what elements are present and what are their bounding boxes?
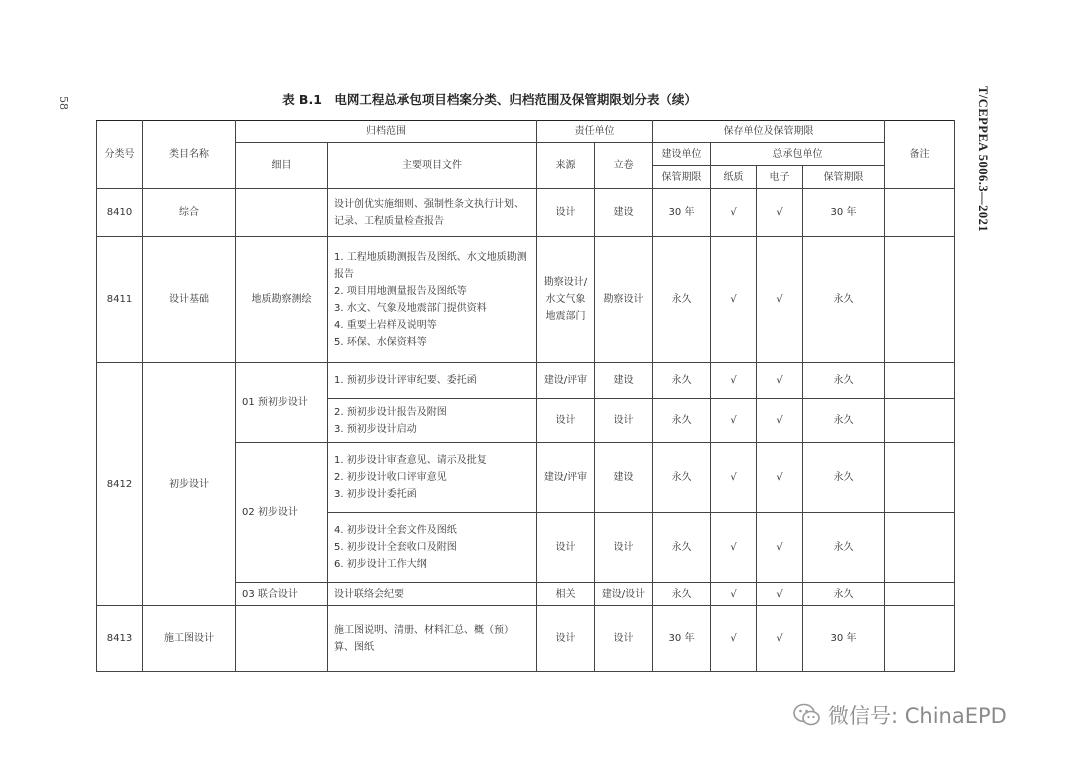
filing-cell: 建设	[595, 189, 653, 237]
table-row	[97, 606, 955, 672]
contractor-period-cell: 30 年	[803, 189, 885, 237]
detail-cell: 03 联合设计	[236, 583, 328, 606]
electronic-check: √	[757, 237, 803, 363]
header-paper: 纸质	[711, 166, 757, 189]
detail-cell: 02 初步设计	[236, 443, 328, 583]
files-cell: 1. 预初步设计评审纪要、委托函	[328, 363, 537, 399]
electronic-check: √	[757, 189, 803, 237]
source-cell: 设计	[537, 189, 595, 237]
header-contractor: 总承包单位	[711, 143, 885, 166]
electronic-check: √	[757, 583, 803, 606]
code-cell: 8410	[97, 189, 143, 237]
electronic-check: √	[757, 513, 803, 583]
builder-period-cell: 永久	[653, 399, 711, 443]
header-category: 类目名称	[143, 121, 236, 189]
detail-cell	[236, 189, 328, 237]
filing-cell: 设计	[595, 399, 653, 443]
source-cell: 设计	[537, 399, 595, 443]
files-cell: 2. 预初步设计报告及附图 3. 预初步设计启动	[328, 399, 537, 443]
table-row	[97, 237, 955, 363]
detail-cell	[236, 606, 328, 672]
paper-check: √	[711, 399, 757, 443]
files-cell: 1. 初步设计审查意见、请示及批复 2. 初步设计收口评审意见 3. 初步设计委托函	[328, 443, 537, 513]
remarks-cell	[885, 513, 955, 583]
header-contractor-period: 保管期限	[803, 166, 885, 189]
contractor-period-cell: 永久	[803, 237, 885, 363]
paper-check: √	[711, 237, 757, 363]
header-detail: 细目	[236, 143, 328, 189]
paper-check: √	[711, 583, 757, 606]
table-row	[97, 189, 955, 237]
remarks-cell	[885, 399, 955, 443]
paper-check: √	[711, 363, 757, 399]
watermark-text: 微信号: ChinaEPD	[828, 704, 1007, 728]
files-cell: 4. 初步设计全套文件及图纸 5. 初步设计全套收口及附图 6. 初步设计工作大纲	[328, 513, 537, 583]
source-cell: 设计	[537, 606, 595, 672]
detail-cell: 01 预初步设计	[236, 363, 328, 443]
filing-cell: 设计	[595, 513, 653, 583]
code-cell: 8411	[97, 237, 143, 363]
remarks-cell	[885, 583, 955, 606]
source-cell: 建设/评审	[537, 443, 595, 513]
header-responsible: 责任单位	[537, 121, 653, 143]
contractor-period-cell: 30 年	[803, 606, 885, 672]
category-cell: 设计基础	[143, 237, 236, 363]
electronic-check: √	[757, 443, 803, 513]
remarks-cell	[885, 363, 955, 399]
builder-period-cell: 永久	[653, 513, 711, 583]
files-cell: 设计创优实施细则、强制性条文执行计划、记录、工程质量检查报告	[328, 189, 537, 237]
remarks-cell	[885, 237, 955, 363]
header-files: 主要项目文件	[328, 143, 537, 189]
table-row	[97, 363, 955, 399]
source-cell: 设计	[537, 513, 595, 583]
electronic-check: √	[757, 606, 803, 672]
remarks-cell	[885, 606, 955, 672]
remarks-cell	[885, 189, 955, 237]
contractor-period-cell: 永久	[803, 399, 885, 443]
builder-period-cell: 30 年	[653, 189, 711, 237]
source-cell: 建设/评审	[537, 363, 595, 399]
builder-period-cell: 永久	[653, 363, 711, 399]
contractor-period-cell: 永久	[803, 513, 885, 583]
source-cell: 相关	[537, 583, 595, 606]
wechat-watermark	[792, 700, 1007, 730]
filing-cell: 建设	[595, 363, 653, 399]
electronic-check: √	[757, 399, 803, 443]
archive-table	[96, 120, 955, 672]
detail-cell: 地质勘察测绘	[236, 237, 328, 363]
files-cell: 施工图说明、清册、材料汇总、概（预）算、图纸	[328, 606, 537, 672]
filing-cell: 建设/设计	[595, 583, 653, 606]
paper-check: √	[711, 513, 757, 583]
code-cell: 8412	[97, 363, 143, 606]
files-cell: 设计联络会纪要	[328, 583, 537, 606]
electronic-check: √	[757, 363, 803, 399]
paper-check: √	[711, 443, 757, 513]
page-number: 58	[57, 96, 70, 110]
header-builder-period: 保管期限	[653, 166, 711, 189]
builder-period-cell: 永久	[653, 443, 711, 513]
header-remarks: 备注	[885, 121, 955, 189]
category-cell: 综合	[143, 189, 236, 237]
source-cell: 勘察设计/水文气象地震部门	[537, 237, 595, 363]
table-title: 表 B.1 电网工程总承包项目档案分类、归档范围及保管期限划分表（续）	[282, 92, 697, 107]
builder-period-cell: 30 年	[653, 606, 711, 672]
header-electronic: 电子	[757, 166, 803, 189]
contractor-period-cell: 永久	[803, 443, 885, 513]
paper-check: √	[711, 189, 757, 237]
builder-period-cell: 永久	[653, 237, 711, 363]
filing-cell: 勘察设计	[595, 237, 653, 363]
code-cell: 8413	[97, 606, 143, 672]
filing-cell: 设计	[595, 606, 653, 672]
header-filing: 立卷	[595, 143, 653, 189]
filing-cell: 建设	[595, 443, 653, 513]
header-code: 分类号	[97, 121, 143, 189]
header-builder: 建设单位	[653, 143, 711, 166]
paper-check: √	[711, 606, 757, 672]
contractor-period-cell: 永久	[803, 363, 885, 399]
category-cell: 施工图设计	[143, 606, 236, 672]
remarks-cell	[885, 443, 955, 513]
builder-period-cell: 永久	[653, 583, 711, 606]
header-source: 来源	[537, 143, 595, 189]
wechat-icon	[792, 702, 822, 728]
header-scope: 归档范围	[236, 121, 537, 143]
header-retention: 保存单位及保管期限	[653, 121, 885, 143]
contractor-period-cell: 永久	[803, 583, 885, 606]
files-cell: 1. 工程地质勘测报告及图纸、水文地质勘测报告 2. 项目用地测量报告及图纸等 3. 水文、气象及地震部门提供资料 4. 重要土岩样及说明等 5. 环保、水保资料等	[328, 237, 537, 363]
category-cell: 初步设计	[143, 363, 236, 606]
standard-code: T/CEPPEA 5006.3—2021	[976, 86, 990, 233]
